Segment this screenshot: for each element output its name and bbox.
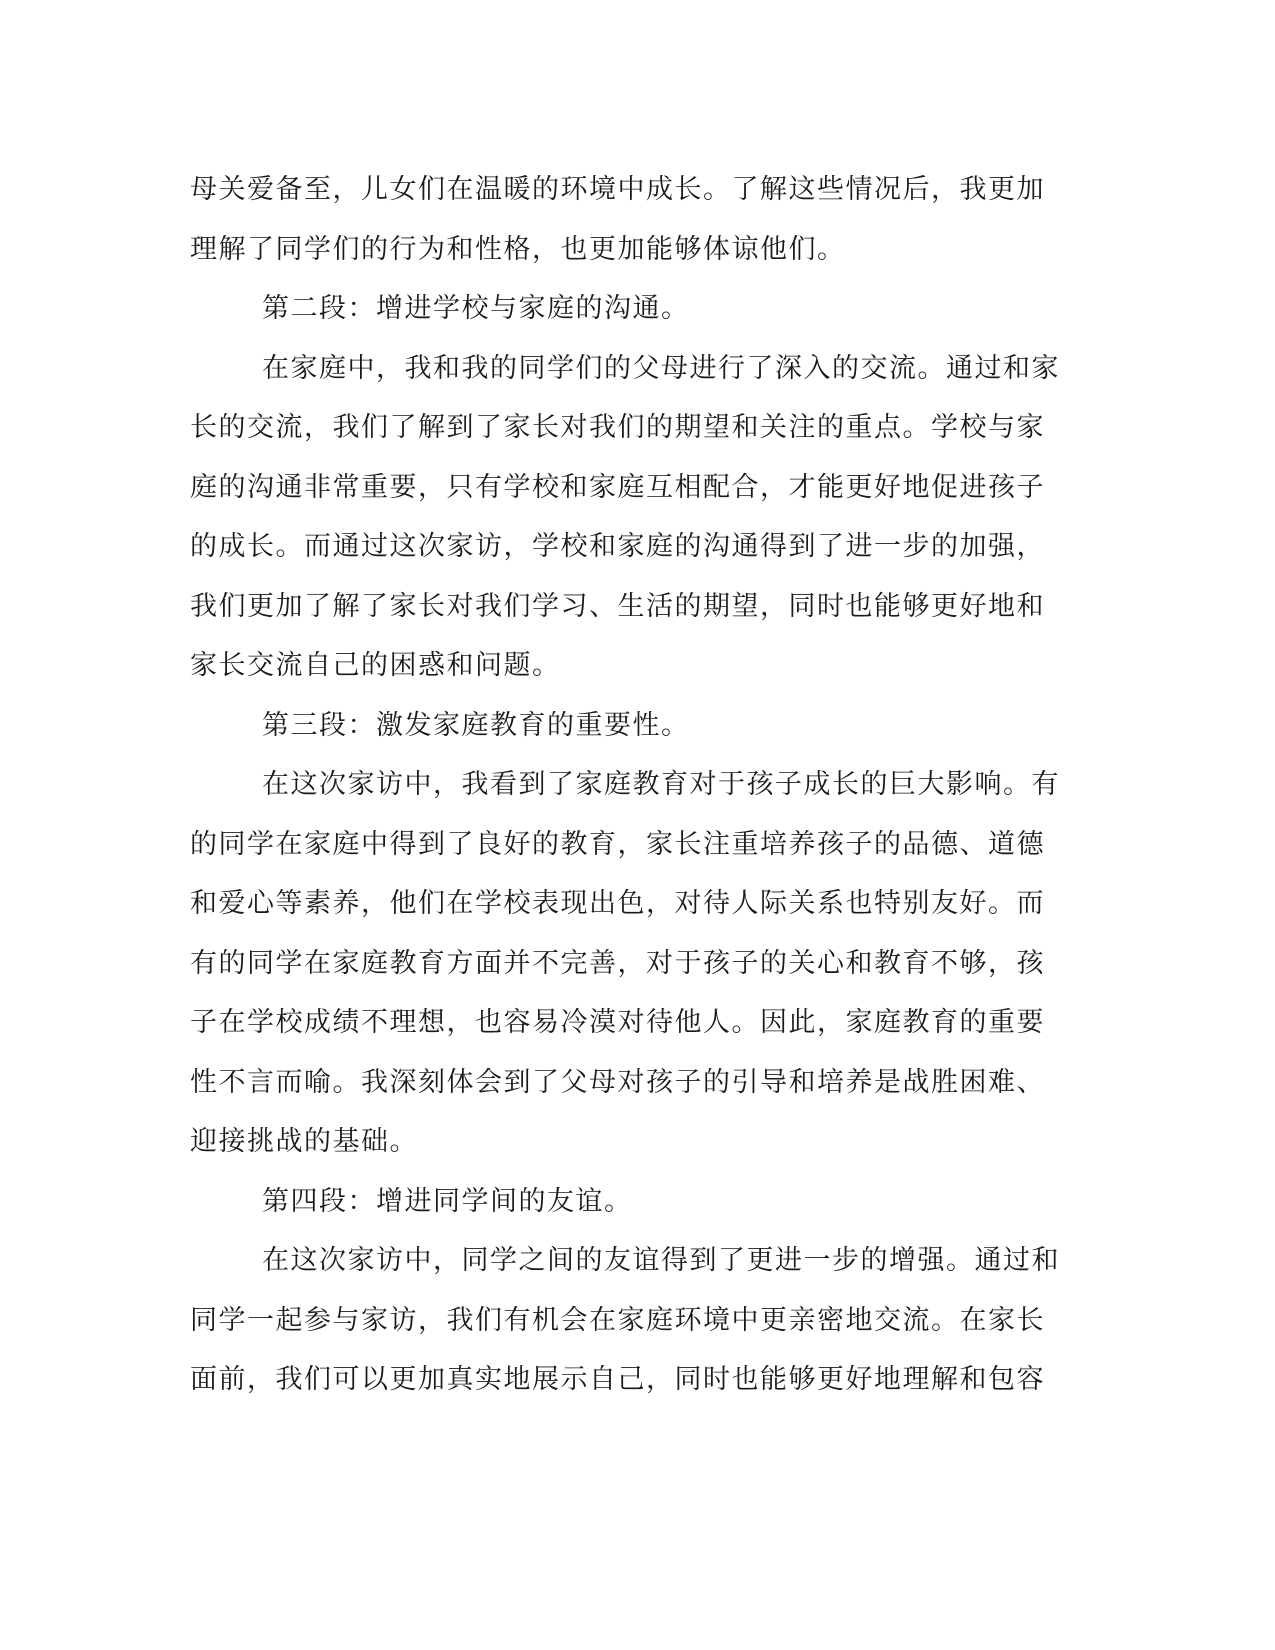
body-line: 的成长。而通过这次家访，学校和家庭的沟通得到了进一步的加强， [190,531,1045,562]
body-line: 庭的沟通非常重要，只有学校和家庭互相配合，才能更好地促进孩子 [190,471,1045,503]
body-line: 家长交流自己的困惑和问题。 [190,650,561,681]
body-line: 长的交流，我们了解到了家长对我们的期望和关注的重点。学校与家 [190,412,1045,443]
body-line: 子在学校成绩不理想，也容易冷漠对待他人。因此，家庭教育的重要 [190,1007,1045,1038]
body-line: 在家庭中，我和我的同学们的父母进行了深入的交流。通过和家 [262,352,1060,384]
body-line: 迎接挑战的基础。 [190,1126,418,1157]
body-line: 在这次家访中，同学之间的友谊得到了更进一步的增强。通过和 [262,1245,1060,1276]
body-line: 同学一起参与家访，我们有机会在家庭环境中更亲密地交流。在家长 [190,1304,1045,1336]
body-line: 我们更加了解了家长对我们学习、生活的期望，同时也能够更好地和 [190,590,1045,622]
body-line: 理解了同学们的行为和性格，也更加能够体谅他们。 [190,233,846,265]
body-line: 和爱心等素养，他们在学校表现出色，对待人际关系也特别友好。而 [190,888,1045,919]
body-line: 性不言而喻。我深刻体会到了父母对孩子的引导和培养是战胜困难、 [190,1066,1045,1098]
section-heading: 第二段：增进学校与家庭的沟通。 [262,293,690,324]
document-body [190,160,1080,1410]
body-line: 母关爱备至，儿女们在温暖的环境中成长。了解这些情况后，我更加 [190,174,1045,205]
section-heading: 第四段：增进同学间的友谊。 [262,1185,633,1217]
body-line: 有的同学在家庭教育方面并不完善，对于孩子的关心和教育不够，孩 [190,947,1045,979]
body-line: 在这次家访中，我看到了家庭教育对于孩子成长的巨大影响。有 [262,769,1060,800]
section-heading: 第三段：激发家庭教育的重要性。 [262,709,690,741]
body-line: 的同学在家庭中得到了良好的教育，家长注重培养孩子的品德、道德 [190,828,1045,860]
body-line: 面前，我们可以更加真实地展示自己，同时也能够更好地理解和包容 [190,1364,1045,1395]
